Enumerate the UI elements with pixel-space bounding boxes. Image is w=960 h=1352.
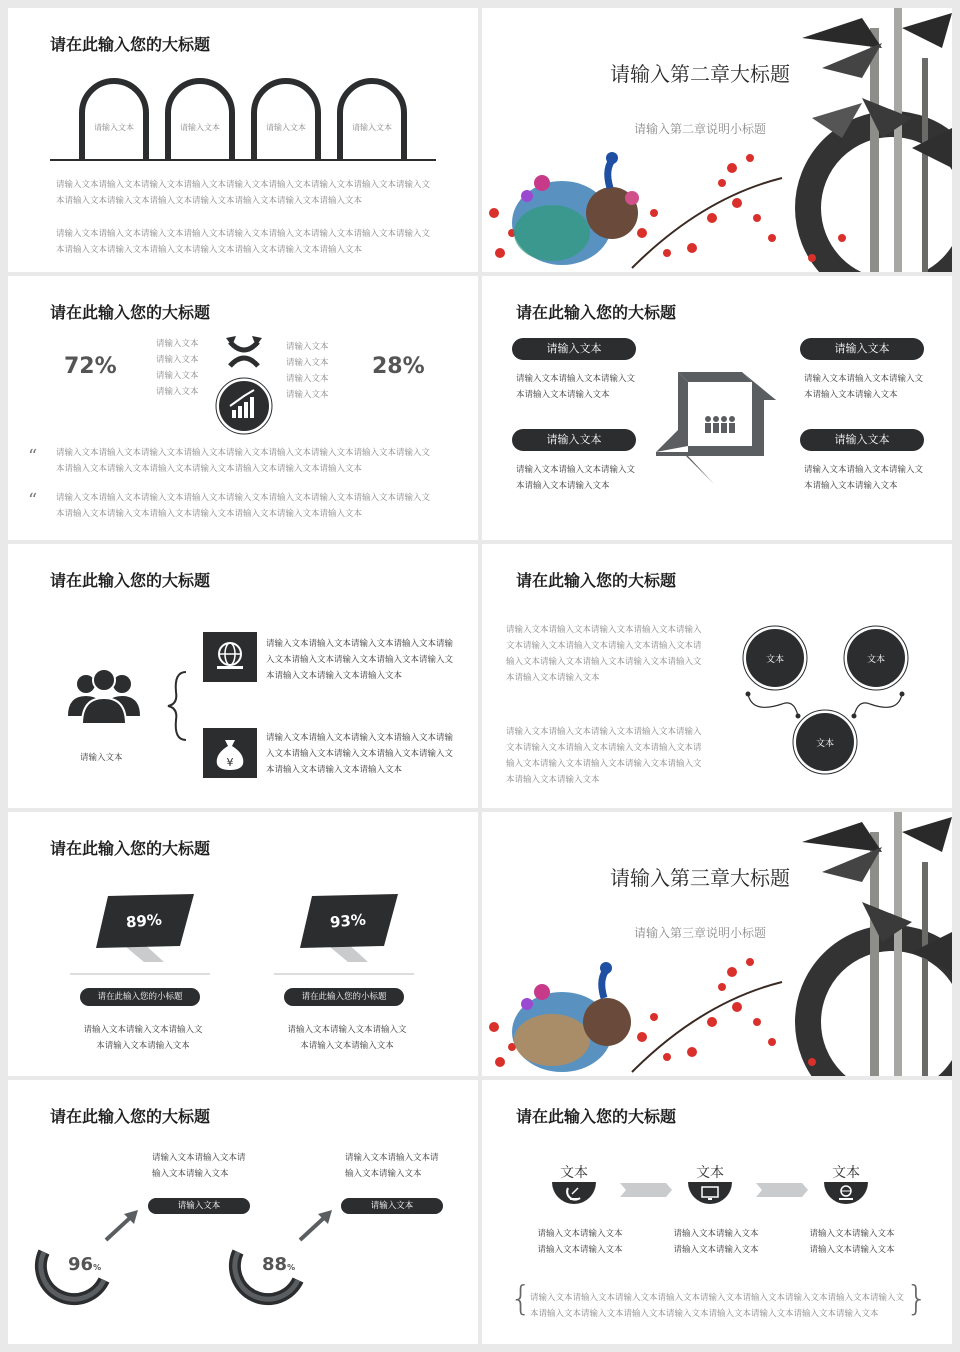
chapter-title: 请输入第二章大标题 <box>610 62 790 86</box>
list-item: 请输入文本 <box>286 358 329 368</box>
slide-title: 请在此输入您的大标题 <box>516 1107 677 1126</box>
ribbon-percent: 93% <box>329 910 367 932</box>
gauge-number: 88 <box>262 1254 288 1275</box>
list-item: 请输入文本 <box>286 374 329 384</box>
gauge-number: 96 <box>68 1254 94 1275</box>
circle-label: 文本 <box>815 739 834 749</box>
ink-bamboo-illustration <box>482 8 952 272</box>
quote-text: 请输入文本请输入文本请输入文本请输入文本请输入文本请输入文本请输入文本请输入文本请输入文本请输入文本请输入文本请输入文本请输入文本请输入文本请输入文本请输入文本 <box>56 493 431 519</box>
gauge-value <box>262 1254 295 1275</box>
item-text: 请输入文本请输入文本请输入文本请输入文本请输入文本 <box>516 465 636 491</box>
globe-laptop-box <box>203 632 257 682</box>
paragraph: 请输入文本请输入文本请输入文本请输入文本请输入文本请输入文本请输入文本请输入文本请输入文本请输入文本请输入文本请输入文本请输入文本请输入文本请输入文本请输入文本 <box>56 229 431 255</box>
list-item: 请输入文本 <box>156 339 199 349</box>
pill-label: 请输入文本 <box>512 429 636 451</box>
money-bag-box <box>203 728 257 778</box>
slide-cycle <box>482 276 952 540</box>
item-text: 请输入文本请输入文本请输入文本请输入文本请输入文本 <box>804 374 924 400</box>
option-text: 请输入文本请输入文本请输入文本请输入文本请输入文本请输入文本请输入文本请输入文本请输入文本请输入文本请输入文本请输入文本 <box>266 733 454 775</box>
gauge-text: 请输入文本请输入文本请输入文本请输入文本 <box>345 1153 439 1179</box>
paragraph: 请输入文本请输入文本请输入文本请输入文本请输入文本请输入文本请输入文本请输入文本请输入文本请输入文本请输入文本请输入文本请输入文本请输入文本请输入文本请输入文本 <box>506 727 702 785</box>
step-text: 请输入文本请输入文本请输入文本请输入文本 <box>537 1229 623 1255</box>
arch-label: 请输入文本 <box>94 123 134 132</box>
slide-title: 请在此输入您的大标题 <box>50 1107 211 1126</box>
percent-left: 72% <box>64 354 117 379</box>
slide-ribbons <box>8 812 478 1076</box>
slide-gauges <box>8 1080 478 1344</box>
gauge-pill: 请输入文本 <box>148 1198 250 1214</box>
gauge-pill: 请输入文本 <box>341 1198 443 1214</box>
subtitle-pill: 请在此输入您的小标题 <box>80 988 200 1006</box>
paragraph: 请输入文本请输入文本请输入文本请输入文本请输入文本请输入文本请输入文本请输入文本请输入文本请输入文本请输入文本请输入文本请输入文本请输入文本请输入文本请输入文本 <box>56 180 431 206</box>
step-label: 文本 <box>560 1165 588 1181</box>
list-item: 请输入文本 <box>156 371 199 381</box>
option-text: 请输入文本请输入文本请输入文本请输入文本请输入文本请输入文本请输入文本请输入文本请输入文本请输入文本请输入文本请输入文本 <box>266 639 454 681</box>
quote-text: 请输入文本请输入文本请输入文本请输入文本请输入文本请输入文本请输入文本请输入文本请输入文本请输入文本请输入文本请输入文本请输入文本请输入文本请输入文本请输入文本 <box>56 448 431 474</box>
arch-label: 请输入文本 <box>352 123 392 132</box>
gauge-unit: % <box>287 1263 296 1272</box>
slide-title: 请在此输入您的大标题 <box>50 571 211 590</box>
slide-chapter-two <box>482 8 952 272</box>
paragraph: 请输入文本请输入文本请输入文本请输入文本请输入文本请输入文本请输入文本请输入文本请输入文本请输入文本请输入文本请输入文本请输入文本请输入文本请输入文本请输入文本 <box>506 625 702 683</box>
slide-arches <box>8 8 478 272</box>
chapter-subtitle: 请输入第二章说明小标题 <box>633 122 766 136</box>
pill-label: 请输入文本 <box>512 338 636 360</box>
gauge-value <box>68 1254 101 1275</box>
quote-icon: “ <box>28 490 38 511</box>
slide-chapter-three <box>482 812 952 1076</box>
step-label: 文本 <box>832 1165 860 1181</box>
ribbon-text: 请输入文本请输入文本请输入文本请输入文本请输入文本 <box>287 1025 407 1051</box>
step-text: 请输入文本请输入文本请输入文本请输入文本 <box>673 1229 759 1255</box>
list-item: 请输入文本 <box>286 342 329 352</box>
gauge-text: 请输入文本请输入文本请输入文本请输入文本 <box>152 1153 246 1179</box>
gauge-unit: % <box>93 1263 102 1272</box>
item-text: 请输入文本请输入文本请输入文本请输入文本请输入文本 <box>516 374 636 400</box>
slide-title: 请在此输入您的大标题 <box>516 303 677 322</box>
pill-label: 请输入文本 <box>800 338 924 360</box>
list-item: 请输入文本 <box>286 390 329 400</box>
svg-text:¥: ¥ <box>226 756 234 769</box>
slide-title: 请在此输入您的大标题 <box>50 303 211 322</box>
step-label: 文本 <box>696 1165 724 1181</box>
slide-percent-compare <box>8 276 478 540</box>
ribbon-percent: 89% <box>125 910 163 932</box>
quote-icon: “ <box>28 446 38 467</box>
step-text: 请输入文本请输入文本请输入文本请输入文本 <box>809 1229 895 1255</box>
slide-title: 请在此输入您的大标题 <box>50 839 211 858</box>
slide-circles <box>482 544 952 808</box>
list-item: 请输入文本 <box>156 355 199 365</box>
slide-process <box>482 1080 952 1344</box>
connected-circles <box>482 544 952 808</box>
ribbon-text: 请输入文本请输入文本请输入文本请输入文本请输入文本 <box>83 1025 203 1051</box>
person-label: 请输入文本 <box>80 753 123 763</box>
chapter-title: 请输入第三章大标题 <box>610 866 790 890</box>
arch-label: 请输入文本 <box>266 123 306 132</box>
circle-label: 文本 <box>765 655 784 665</box>
item-text: 请输入文本请输入文本请输入文本请输入文本请输入文本 <box>804 465 924 491</box>
chapter-subtitle: 请输入第三章说明小标题 <box>633 926 766 940</box>
slide-title: 请在此输入您的大标题 <box>516 571 677 590</box>
team-cycle-icon <box>482 276 952 540</box>
ink-bamboo-illustration <box>482 812 952 1076</box>
subtitle-pill: 请在此输入您的小标题 <box>284 988 404 1006</box>
slide-title: 请在此输入您的大标题 <box>50 35 211 54</box>
slide-people-options <box>8 544 478 808</box>
arch-label: 请输入文本 <box>180 123 220 132</box>
summary-text: 请输入文本请输入文本请输入文本请输入文本请输入文本请输入文本请输入文本请输入文本请输入文本请输入文本请输入文本请输入文本请输入文本请输入文本请输入文本请输入文本请输入文本 <box>530 1293 905 1319</box>
left-brace: { <box>510 1279 532 1319</box>
right-brace: } <box>906 1279 928 1319</box>
list-item: 请输入文本 <box>156 387 199 397</box>
percent-right: 28% <box>372 354 425 379</box>
circle-label: 文本 <box>866 655 885 665</box>
pill-label: 请输入文本 <box>800 429 924 451</box>
